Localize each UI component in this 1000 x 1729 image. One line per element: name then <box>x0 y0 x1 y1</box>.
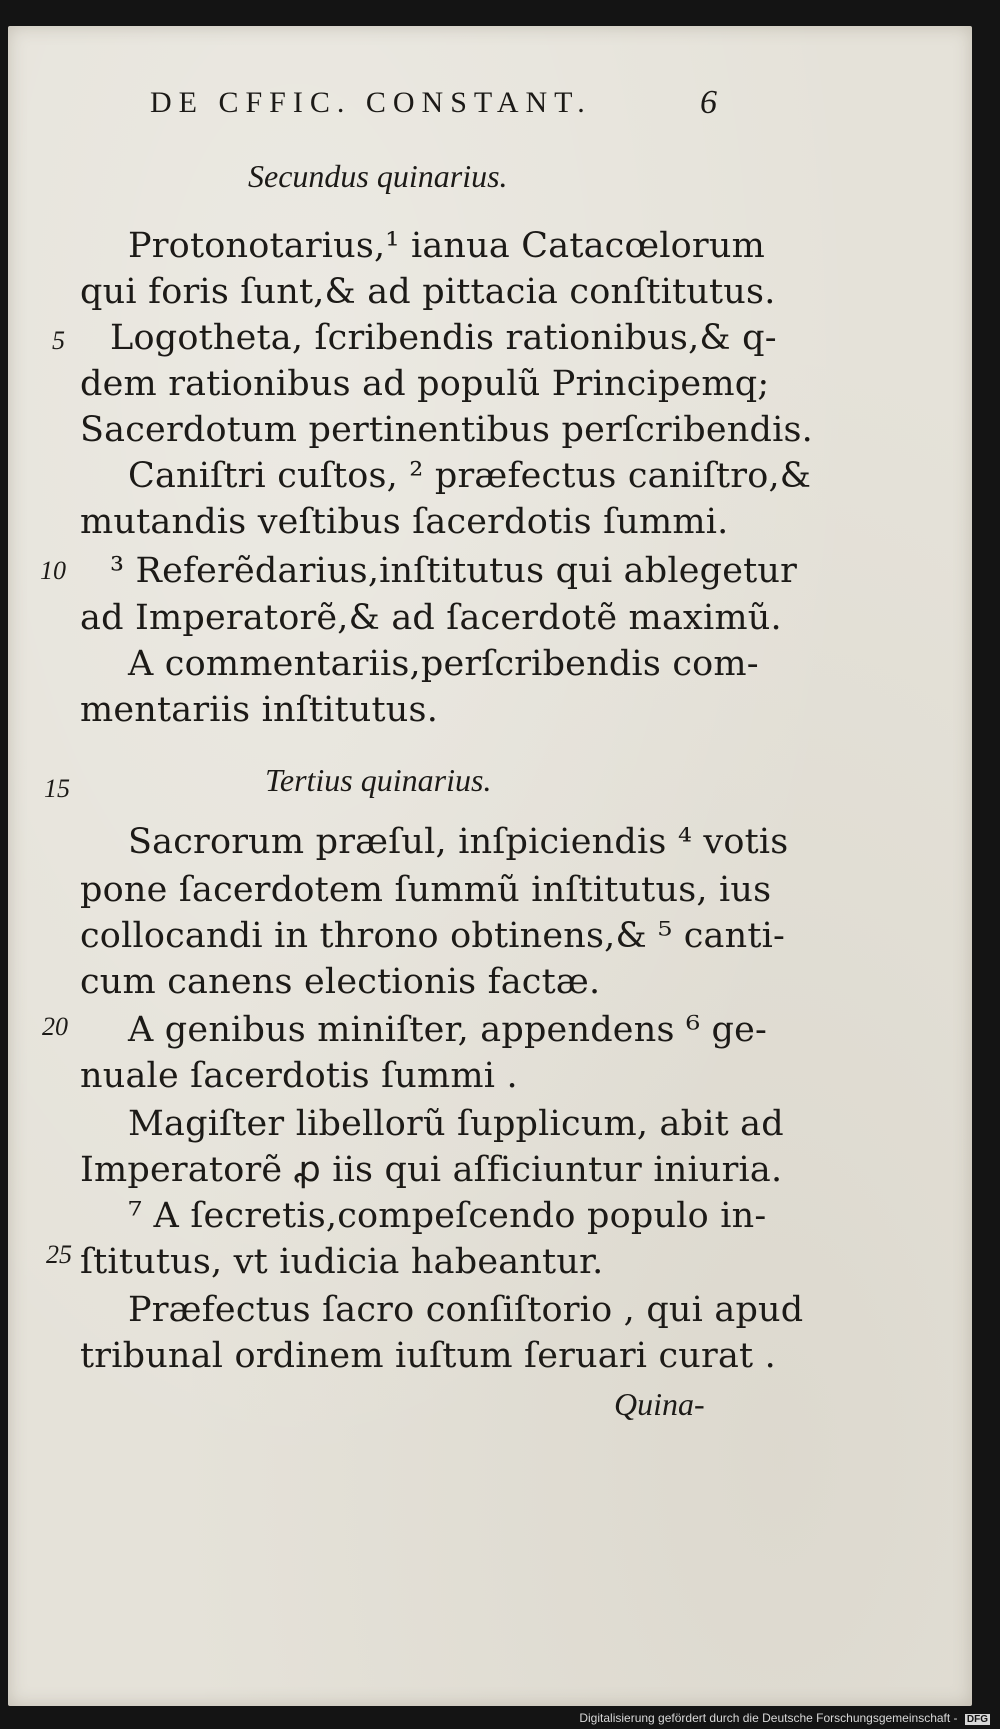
text-line: dem rationibus ad populũ Principemq; <box>80 364 770 404</box>
text-line: A genibus miniſter, appendens ⁶ ge- <box>128 1010 768 1050</box>
section-heading-tertius: Tertius quinarius. <box>265 762 492 798</box>
running-title: DE CFFIC. CONSTANT. <box>150 86 592 119</box>
text-line: nuale ſacerdotis ſummi . <box>80 1056 518 1096</box>
text-line: tribunal ordinem iuſtum ſeruari curat . <box>80 1336 776 1376</box>
section-heading-secundus: Secundus quinarius. <box>248 158 508 194</box>
text-line: qui foris ſunt,& ad pittacia conſtitutus. <box>80 272 776 312</box>
text-line: Magiſter libellorũ ſupplicum, abit ad <box>128 1104 784 1144</box>
text-line: Logotheta, ſcribendis rationibus,& q- <box>110 318 777 358</box>
text-line: Protonotarius,¹ ianua Catacœlorum <box>128 226 765 266</box>
text-line: cum canens electionis factæ. <box>80 962 601 1002</box>
text-line: Sacerdotum pertinentibus perſcribendis. <box>80 410 813 450</box>
text-line: ³ Referẽdarius,inſtitutus qui ablegetur <box>110 551 798 591</box>
text-line: mentariis inſtitutus. <box>80 690 439 730</box>
line-number: 25 <box>46 1240 72 1269</box>
catchword: Quina- <box>614 1386 705 1422</box>
text-line: ⁷ A ſecretis,compeſcendo populo in- <box>128 1196 767 1236</box>
line-number: 5 <box>52 326 65 355</box>
text-line: ad Imperatorẽ,& ad ſacerdotẽ maximũ. <box>80 598 782 638</box>
credit-text: Digitalisierung gefördert durch die Deutsche Forschungsgemeinschaft - <box>579 1711 958 1725</box>
digitization-credit <box>579 1711 990 1725</box>
line-number: 20 <box>42 1012 68 1041</box>
text-line: Imperatorẽ ꝓ iis qui aſficiuntur iniuria. <box>80 1150 783 1190</box>
line-number: 15 <box>44 774 70 803</box>
text-line: collocandi in throno obtinens,& ⁵ canti- <box>80 916 786 956</box>
page-number: 6 <box>700 84 717 121</box>
line-number: 10 <box>40 556 66 585</box>
text-line: pone ſacerdotem ſummũ inſtitutus, ius <box>80 870 772 910</box>
text-line: A commentariis,perſcribendis com- <box>128 644 759 684</box>
text-line: ſtitutus, vt iudicia habeantur. <box>80 1242 604 1282</box>
text-line: Præfectus ſacro conſiſtorio , qui apud <box>128 1290 804 1330</box>
text-line: mutandis veſtibus ſacerdotis ſummi. <box>80 502 729 542</box>
text-line: Sacrorum præſul, inſpiciendis ⁴ votis <box>128 822 789 862</box>
dfg-logo: DFG <box>966 1714 988 1725</box>
text-line: Caniſtri cuſtos, ² præfectus caniſtro,& <box>128 456 812 496</box>
